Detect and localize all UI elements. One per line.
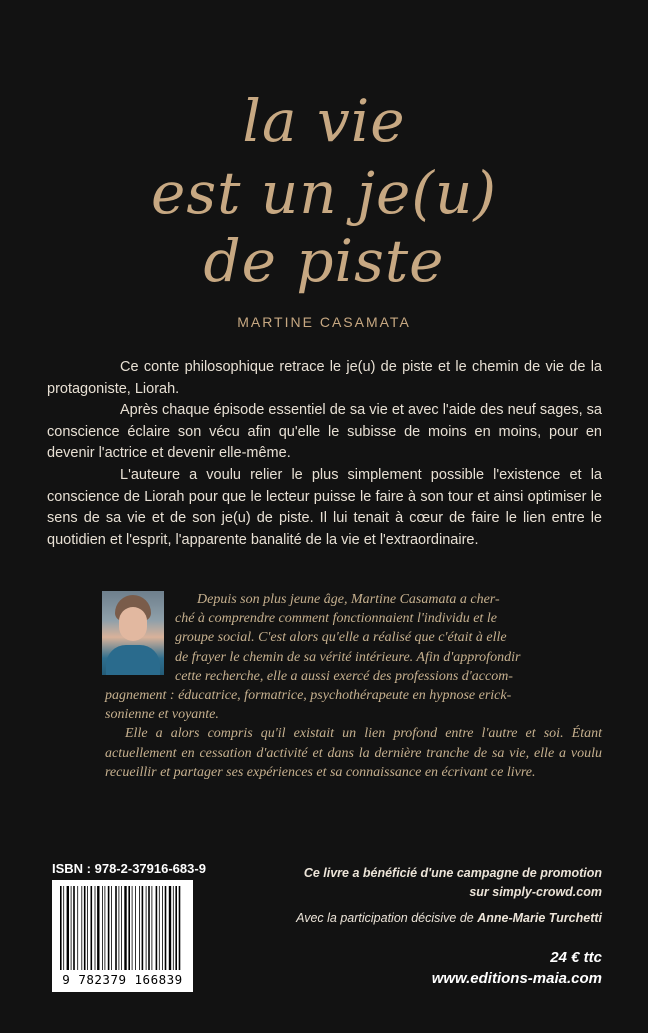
barcode-bar [121, 886, 122, 970]
barcode-bar [97, 886, 99, 970]
bio-line: ché à comprendre comment fonctionnaient l'individu et le [175, 611, 497, 627]
promo-line-1: Ce livre a bénéficié d'une campagne de promotion [303, 866, 602, 880]
title-line-3: de piste [203, 227, 445, 295]
barcode-bar [139, 886, 140, 970]
isbn: ISBN : 978-2-37916-683-9 [52, 861, 206, 876]
barcode-bar [173, 886, 174, 970]
barcode-bar [152, 886, 153, 970]
title-line-2: est un je(u) [151, 159, 497, 227]
promo-line-3-name: Anne-Marie Turchetti [477, 911, 602, 925]
barcode-bar [84, 886, 86, 970]
barcode-bar [142, 886, 144, 970]
barcode-bar [159, 886, 160, 970]
barcode-bar [165, 886, 167, 970]
bio-paragraph-2: Elle a alors compris qu'il existait un lien profond entre l'autre et soi. Étant actuellement en cessation d'activité et dans la dernière tranche de sa vie, elle a voulu recueillir et partager ses expériences et sa connaissance en écrivant ce livre. [105, 726, 602, 780]
barcode-bar [135, 886, 136, 970]
bio-line: cette recherche, elle a aussi exercé des professions d'accom- [175, 668, 513, 684]
synopsis-paragraph-2: Après chaque épisode essentiel de sa vie et avec l'aide des neuf sages, sa conscience éclaire son vécu afin qu'elle le subisse de moins en moins, pour en devenir l'actrice et devenir elle-même. [47, 402, 602, 462]
bio-line: Depuis son plus jeune âge, Martine Casamata a cher- [197, 592, 500, 607]
barcode-number: 9 782379 166839 [62, 972, 183, 987]
barcode-bar [108, 886, 110, 970]
synopsis [47, 357, 602, 551]
barcode-bar [87, 886, 88, 970]
barcode [52, 880, 193, 992]
barcode-bar [81, 886, 82, 970]
barcode-bar [169, 886, 171, 970]
barcode-bar [128, 886, 130, 970]
barcode-bar [111, 886, 112, 970]
barcode-bar [77, 886, 78, 970]
barcode-bar [60, 886, 62, 970]
barcode-bar [179, 886, 181, 970]
barcode-bar [119, 886, 120, 970]
promo-line-3-prefix: Avec la participation décisive de [296, 911, 478, 925]
barcode-bar [156, 886, 158, 970]
barcode-bar [105, 886, 106, 970]
barcode-bar [67, 886, 69, 970]
price: 24 € ttc [550, 949, 602, 966]
barcode-bar [146, 886, 147, 970]
synopsis-paragraph-3: L'auteure a voulu relier le plus simplement possible l'existence et la conscience de Liorah pour que le lecteur puisse le faire à son tour et ainsi optimiser le sens de sa vie et de son je(u) de piste. Il lui tenait à cœur de faire le lien entre le quotidien et l'esprit, l'apparente banalité de la vie et l'extraordinaire. [47, 466, 602, 548]
barcode-bar [95, 886, 96, 970]
bio-line: de frayer le chemin de sa vérité intérieure. Afin d'approfondir [175, 649, 521, 665]
promo-line-3 [280, 909, 602, 928]
website-link[interactable]: www.editions-maia.com [431, 970, 602, 987]
author-name: MARTINE CASAMATA [237, 314, 411, 330]
barcode-bar [162, 886, 163, 970]
bio-line: sonienne et voyante. [105, 707, 219, 723]
barcode-bar [71, 886, 72, 970]
barcode-bar [91, 886, 93, 970]
promo-line-2: sur simply-crowd.com [469, 885, 602, 899]
barcode-bar [175, 886, 177, 970]
synopsis-paragraph-1: Ce conte philosophique retrace le je(u) de piste et le chemin de vie de la protagoniste, Liorah. [47, 359, 602, 397]
title-line-1: la vie [242, 87, 406, 155]
barcode-bar [132, 886, 133, 970]
bio-line: groupe social. C'est alors qu'elle a réalisé que c'était à elle [175, 630, 507, 646]
barcode-bar [102, 886, 103, 970]
barcode-bar [73, 886, 75, 970]
barcode-bar [124, 886, 126, 970]
barcode-bar [115, 886, 117, 970]
barcode-bars [60, 886, 185, 970]
bio-line: pagnement : éducatrice, formatrice, psychothérapeute en hypnose erick- [105, 688, 512, 704]
author-bio [47, 590, 602, 782]
barcode-bar [148, 886, 150, 970]
barcode-bar [63, 886, 64, 970]
